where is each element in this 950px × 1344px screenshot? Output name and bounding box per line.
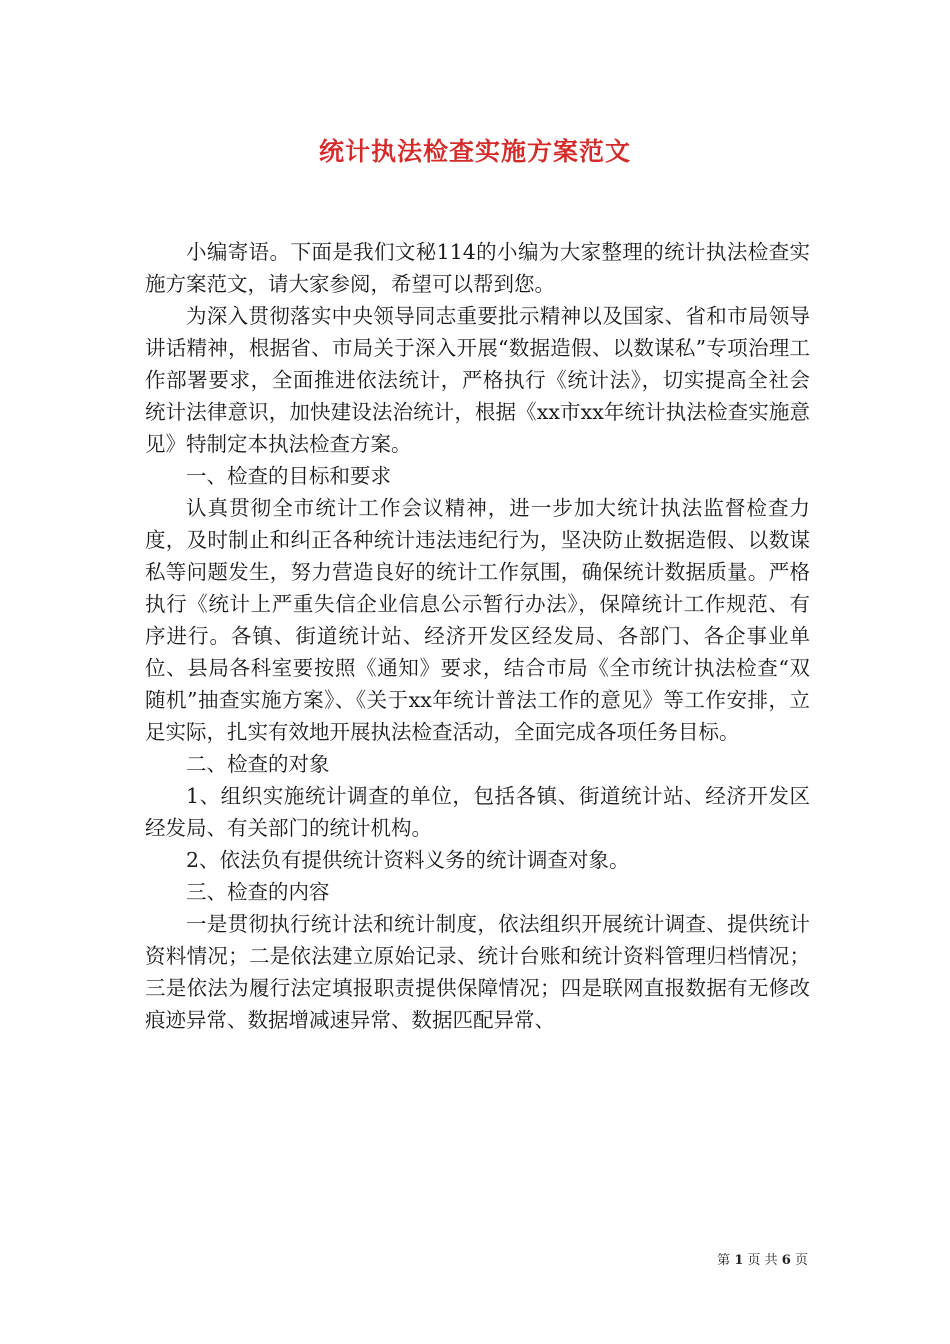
footer-suffix: 页 bbox=[794, 1253, 808, 1268]
footer-middle: 页 共 bbox=[747, 1253, 778, 1268]
total-pages-number: 6 bbox=[781, 1253, 791, 1268]
section-heading-content: 三、检查的内容 bbox=[186, 880, 330, 904]
section-heading-targets: 二、检查的对象 bbox=[186, 752, 330, 776]
document-body bbox=[145, 236, 810, 1036]
intro-paragraph: 小编寄语。下面是我们文秘114的小编为大家整理的统计执法检查实施方案范文，请大家参阅，希望可以帮到您。 bbox=[145, 240, 810, 296]
section-heading-goals: 一、检查的目标和要求 bbox=[186, 464, 391, 488]
content-paragraph: 一是贯彻执行统计法和统计制度，依法组织开展统计调查、提供统计资料情况；二是依法建立原始记录、统计台账和统计资料管理归档情况；三是依法为履行法定填报职责提供保障情况；四是联网直报数据有无修改痕迹异常、数据增减速异常、数据匹配异常、 bbox=[145, 912, 810, 1032]
page-number-footer bbox=[717, 1249, 808, 1268]
current-page-number: 1 bbox=[734, 1253, 744, 1268]
targets-item-2: 2、依法负有提供统计资料义务的统计调查对象。 bbox=[186, 848, 630, 872]
goals-paragraph: 认真贯彻全市统计工作会议精神，进一步加大统计执法监督检查力度，及时制止和纠正各种统计违法违纪行为，坚决防止数据造假、以数谋私等问题发生，努力营造良好的统计工作氛围，确保统计数据质量。严格执行《统计上严重失信企业信息公示暂行办法》，保障统计工作规范、有序进行。各镇、街道统计站、经济开发区经发局、各部门、各企事业单位、县局各科室要按照《通知》要求，结合市局《全市统计执法检查“双随机”抽查实施方案》、《关于xx年统计普法工作的意见》等工作安排，立足实际，扎实有效地开展执法检查活动，全面完成各项任务目标。 bbox=[145, 496, 810, 744]
document-title: 统计执法检查实施方案范文 bbox=[318, 137, 631, 166]
targets-item-1: 1、组织实施统计调查的单位，包括各镇、街道统计站、经济开发区经发局、有关部门的统计机构。 bbox=[145, 784, 810, 840]
purpose-paragraph: 为深入贯彻落实中央领导同志重要批示精神以及国家、省和市局领导讲话精神，根据省、市局关于深入开展“数据造假、以数谋私”专项治理工作部署要求，全面推进依法统计，严格执行《统计法》，切实提高全社会统计法律意识，加快建设法治统计，根据《xx市xx年统计执法检查实施意见》特制定本执法检查方案。 bbox=[145, 304, 810, 456]
footer-prefix: 第 bbox=[717, 1253, 731, 1268]
